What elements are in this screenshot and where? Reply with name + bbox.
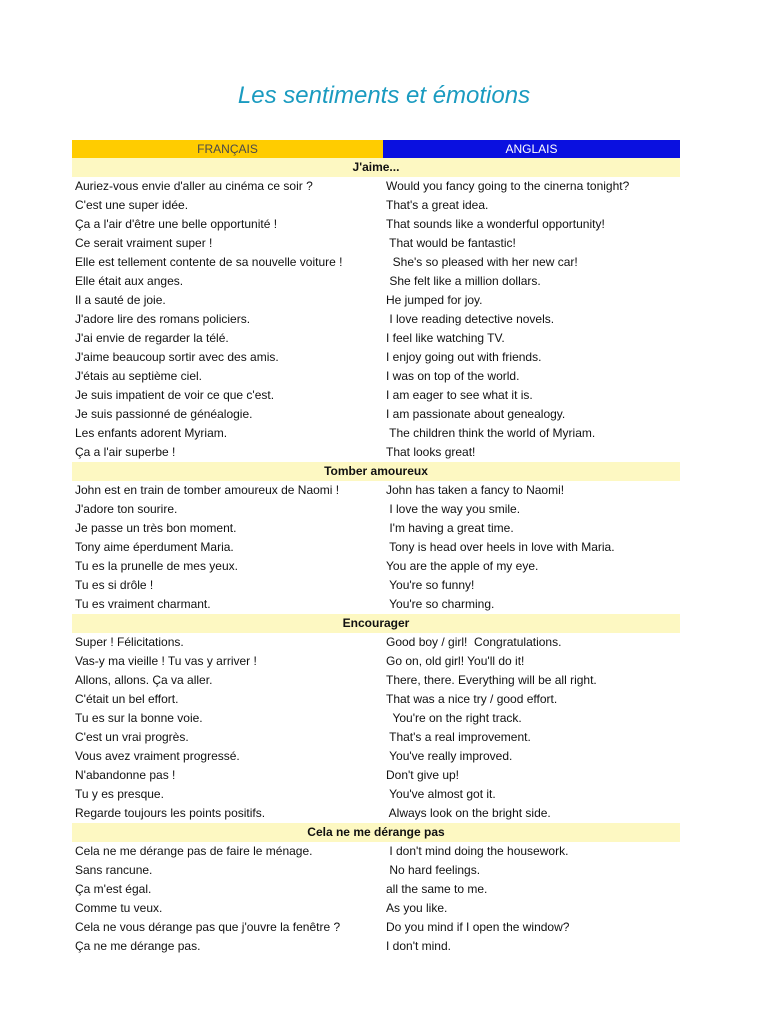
french-phrase: Tu es vraiment charmant. bbox=[75, 597, 211, 611]
english-phrase: I love the way you smile. bbox=[386, 502, 521, 516]
english-phrase: That would be fantastic! bbox=[386, 236, 516, 250]
french-phrase: J'étais au septième ciel. bbox=[75, 369, 203, 383]
french-phrase: Ça a l'air superbe ! bbox=[75, 445, 176, 459]
table-row bbox=[72, 728, 680, 747]
table-row bbox=[72, 804, 680, 823]
french-phrase: C'est une super idée. bbox=[75, 198, 189, 212]
french-phrase: Je passe un très bon moment. bbox=[75, 521, 237, 535]
english-phrase: Always look on the bright side. bbox=[386, 806, 551, 820]
english-phrase: No hard feelings. bbox=[386, 863, 481, 877]
page-title: Les sentiments et émotions bbox=[237, 82, 531, 109]
table-row bbox=[72, 367, 680, 386]
table-row bbox=[72, 386, 680, 405]
table-row bbox=[72, 291, 680, 310]
header-french: FRANÇAIS bbox=[72, 140, 383, 158]
table-row bbox=[72, 747, 680, 766]
table-row bbox=[72, 310, 680, 329]
table-row bbox=[72, 937, 680, 956]
english-phrase: That was a nice try / good effort. bbox=[386, 692, 558, 706]
english-phrase: I love reading detective novels. bbox=[386, 312, 555, 326]
french-phrase: Tony aime éperdument Maria. bbox=[75, 540, 234, 554]
french-phrase: Je suis passionné de généalogie. bbox=[75, 407, 253, 421]
english-phrase: Would you fancy going to the cinerna tonight? bbox=[386, 179, 630, 193]
french-phrase: Ça m'est égal. bbox=[75, 882, 152, 896]
table-row bbox=[72, 215, 680, 234]
english-phrase: You're so charming. bbox=[386, 597, 495, 611]
french-phrase: Tu es si drôle ! bbox=[75, 578, 154, 592]
english-phrase: He jumped for joy. bbox=[386, 293, 483, 307]
french-phrase: C'est un vrai progrès. bbox=[75, 730, 189, 744]
english-phrase: Do you mind if I open the window? bbox=[386, 920, 570, 934]
english-phrase: You're on the right track. bbox=[386, 711, 522, 725]
french-phrase: N'abandonne pas ! bbox=[75, 768, 176, 782]
french-phrase: Allons, allons. Ça va aller. bbox=[75, 673, 213, 687]
french-phrase: Elle était aux anges. bbox=[75, 274, 184, 288]
english-phrase: She felt like a million dollars. bbox=[386, 274, 541, 288]
english-phrase: You are the apple of my eye. bbox=[386, 559, 539, 573]
french-phrase: Ça a l'air d'être une belle opportunité ! bbox=[75, 217, 278, 231]
french-phrase: Tu es la prunelle de mes yeux. bbox=[75, 559, 238, 573]
english-phrase: There, there. Everything will be all right. bbox=[386, 673, 597, 687]
french-phrase: Tu y es presque. bbox=[75, 787, 164, 801]
table-row bbox=[72, 785, 680, 804]
table-row bbox=[72, 538, 680, 557]
french-phrase: Il a sauté de joie. bbox=[75, 293, 166, 307]
english-phrase: As you like. bbox=[386, 901, 448, 915]
french-phrase: Cela ne vous dérange pas que j'ouvre la fenêtre ? bbox=[75, 920, 341, 934]
section-heading: J'aime... bbox=[72, 158, 680, 177]
table-row bbox=[72, 234, 680, 253]
english-phrase: You've almost got it. bbox=[386, 787, 496, 801]
section-heading: Tomber amoureux bbox=[72, 462, 680, 481]
table-row bbox=[72, 348, 680, 367]
header-english: ANGLAIS bbox=[383, 140, 680, 158]
french-phrase: Regarde toujours les points positifs. bbox=[75, 806, 266, 820]
table-row bbox=[72, 329, 680, 348]
french-phrase: Vous avez vraiment progressé. bbox=[75, 749, 240, 763]
french-phrase: Cela ne me dérange pas de faire le ménage. bbox=[75, 844, 313, 858]
french-phrase: Les enfants adorent Myriam. bbox=[75, 426, 228, 440]
table-row bbox=[72, 253, 680, 272]
vocabulary-table bbox=[72, 140, 680, 956]
english-phrase: That's a real improvement. bbox=[386, 730, 531, 744]
table-row bbox=[72, 196, 680, 215]
table-row bbox=[72, 652, 680, 671]
table-row bbox=[72, 481, 680, 500]
french-phrase: J'adore lire des romans policiers. bbox=[75, 312, 251, 326]
french-phrase: Sans rancune. bbox=[75, 863, 153, 877]
table-row bbox=[72, 709, 680, 728]
english-phrase: I am eager to see what it is. bbox=[386, 388, 533, 402]
english-phrase: John has taken a fancy to Naomi! bbox=[386, 483, 565, 497]
table-body bbox=[72, 158, 680, 956]
table-row bbox=[72, 842, 680, 861]
table-row bbox=[72, 557, 680, 576]
section-heading: Encourager bbox=[72, 614, 680, 633]
table-row bbox=[72, 880, 680, 899]
french-phrase: Super ! Félicitations. bbox=[75, 635, 184, 649]
table-row bbox=[72, 424, 680, 443]
french-phrase: Ce serait vraiment super ! bbox=[75, 236, 213, 250]
table-header bbox=[72, 140, 680, 158]
french-phrase: Vas-y ma vieille ! Tu vas y arriver ! bbox=[75, 654, 257, 668]
french-phrase: Elle est tellement contente de sa nouvelle voiture ! bbox=[75, 255, 343, 269]
english-phrase: That looks great! bbox=[386, 445, 476, 459]
english-phrase: She's so pleased with her new car! bbox=[386, 255, 578, 269]
english-phrase: all the same to me. bbox=[386, 882, 488, 896]
french-phrase: Comme tu veux. bbox=[75, 901, 163, 915]
french-phrase: Ça ne me dérange pas. bbox=[75, 939, 201, 953]
english-phrase: I enjoy going out with friends. bbox=[386, 350, 542, 364]
english-phrase: Go on, old girl! You'll do it! bbox=[386, 654, 525, 668]
section-heading: Cela ne me dérange pas bbox=[72, 823, 680, 842]
french-phrase: Tu es sur la bonne voie. bbox=[75, 711, 203, 725]
table-row bbox=[72, 899, 680, 918]
english-phrase: I am passionate about genealogy. bbox=[386, 407, 566, 421]
french-phrase: Je suis impatient de voir ce que c'est. bbox=[75, 388, 275, 402]
english-phrase: I was on top of the world. bbox=[386, 369, 520, 383]
english-phrase: You're so funny! bbox=[386, 578, 475, 592]
table-row bbox=[72, 690, 680, 709]
table-row bbox=[72, 177, 680, 196]
english-phrase: I feel like watching TV. bbox=[386, 331, 505, 345]
english-phrase: I don't mind. bbox=[386, 939, 451, 953]
french-phrase: J'adore ton sourire. bbox=[75, 502, 178, 516]
table-row bbox=[72, 595, 680, 614]
table-row bbox=[72, 766, 680, 785]
french-phrase: Auriez-vous envie d'aller au cinéma ce soir ? bbox=[75, 179, 313, 193]
english-phrase: Don't give up! bbox=[386, 768, 460, 782]
english-phrase: That sounds like a wonderful opportunity! bbox=[386, 217, 605, 231]
table-row bbox=[72, 405, 680, 424]
french-phrase: John est en train de tomber amoureux de Naomi ! bbox=[75, 483, 340, 497]
english-phrase: I don't mind doing the housework. bbox=[386, 844, 569, 858]
english-phrase: The children think the world of Myriam. bbox=[386, 426, 596, 440]
table-row bbox=[72, 633, 680, 652]
french-phrase: C'était un bel effort. bbox=[75, 692, 179, 706]
english-phrase: That's a great idea. bbox=[386, 198, 489, 212]
table-row bbox=[72, 443, 680, 462]
table-row bbox=[72, 671, 680, 690]
table-row bbox=[72, 519, 680, 538]
french-phrase: J'aime beaucoup sortir avec des amis. bbox=[75, 350, 279, 364]
table-row bbox=[72, 576, 680, 595]
english-phrase: Tony is head over heels in love with Maria. bbox=[386, 540, 615, 554]
english-phrase: Good boy / girl! Congratulations. bbox=[386, 635, 562, 649]
english-phrase: You've really improved. bbox=[386, 749, 513, 763]
table-row bbox=[72, 500, 680, 519]
table-row bbox=[72, 272, 680, 291]
table-row bbox=[72, 861, 680, 880]
table-row bbox=[72, 918, 680, 937]
french-phrase: J'ai envie de regarder la télé. bbox=[75, 331, 229, 345]
english-phrase: I'm having a great time. bbox=[386, 521, 514, 535]
